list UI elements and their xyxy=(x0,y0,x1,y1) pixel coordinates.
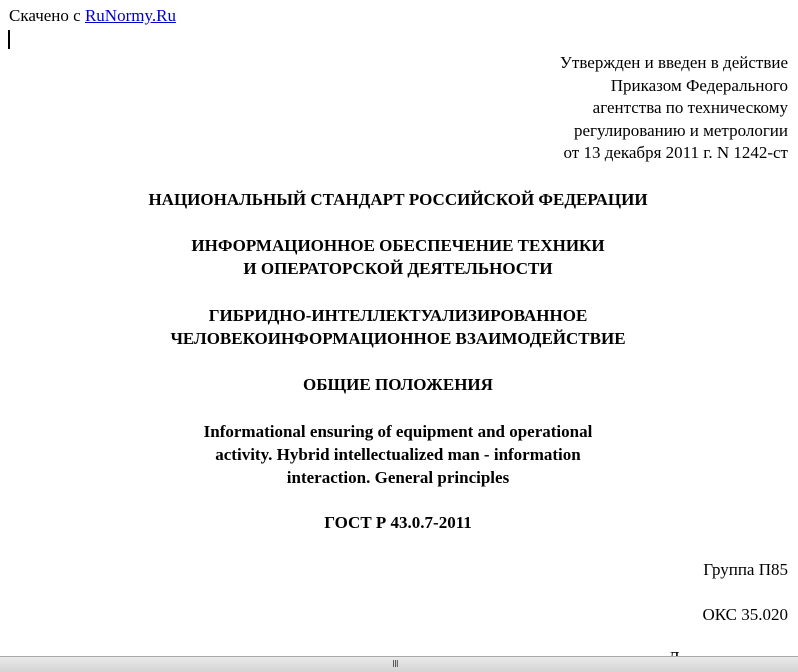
source-prefix: Скачено с xyxy=(9,6,81,25)
title-line: activity. Hybrid intellectualized man - information xyxy=(215,445,581,464)
oks-label: ОКС 35.020 xyxy=(702,605,788,624)
horizontal-scrollbar[interactable] xyxy=(0,656,798,672)
text-caret xyxy=(8,30,10,49)
title-line: ЧЕЛОВЕКОИНФОРМАЦИОННОЕ ВЗАИМОДЕЙСТВИЕ xyxy=(170,329,626,348)
title-ru-2 xyxy=(0,304,796,350)
title-line: ГИБРИДНО-ИНТЕЛЛЕКТУАЛИЗИРОВАННОЕ xyxy=(208,306,588,325)
source-line xyxy=(9,6,176,26)
title-line: interaction. General principles xyxy=(286,468,510,487)
approval-line: от 13 декабря 2011 г. N 1242-ст xyxy=(563,143,788,163)
approval-block xyxy=(560,52,788,165)
title-line: Informational ensuring of equipment and operational xyxy=(203,422,593,441)
approval-line: Приказом Федерального xyxy=(610,75,788,95)
title-line: ИНФОРМАЦИОННОЕ ОБЕСПЕЧЕНИЕ ТЕХНИКИ xyxy=(191,236,605,255)
title-ru-1 xyxy=(0,234,796,280)
title-line: И ОПЕРАТОРСКОЙ ДЕЯТЕЛЬНОСТИ xyxy=(243,259,553,278)
approval-line: Утвержден и введен в действие xyxy=(559,53,788,72)
scrollbar-grip-icon[interactable]: III xyxy=(392,659,398,670)
standard-code: ГОСТ Р 43.0.7-2011 xyxy=(324,513,472,532)
title-ru-3: ОБЩИЕ ПОЛОЖЕНИЯ xyxy=(303,375,493,394)
source-link[interactable]: RuNormy.Ru xyxy=(84,6,176,25)
standard-heading: НАЦИОНАЛЬНЫЙ СТАНДАРТ РОССИЙСКОЙ ФЕДЕРАЦИИ xyxy=(148,190,648,209)
title-en xyxy=(0,420,796,489)
approval-line: регулированию и метрологии xyxy=(573,120,788,140)
group-label: Группа П85 xyxy=(703,560,788,579)
cut-off-text xyxy=(668,648,680,656)
approval-line: агентства по техническому xyxy=(592,98,788,118)
